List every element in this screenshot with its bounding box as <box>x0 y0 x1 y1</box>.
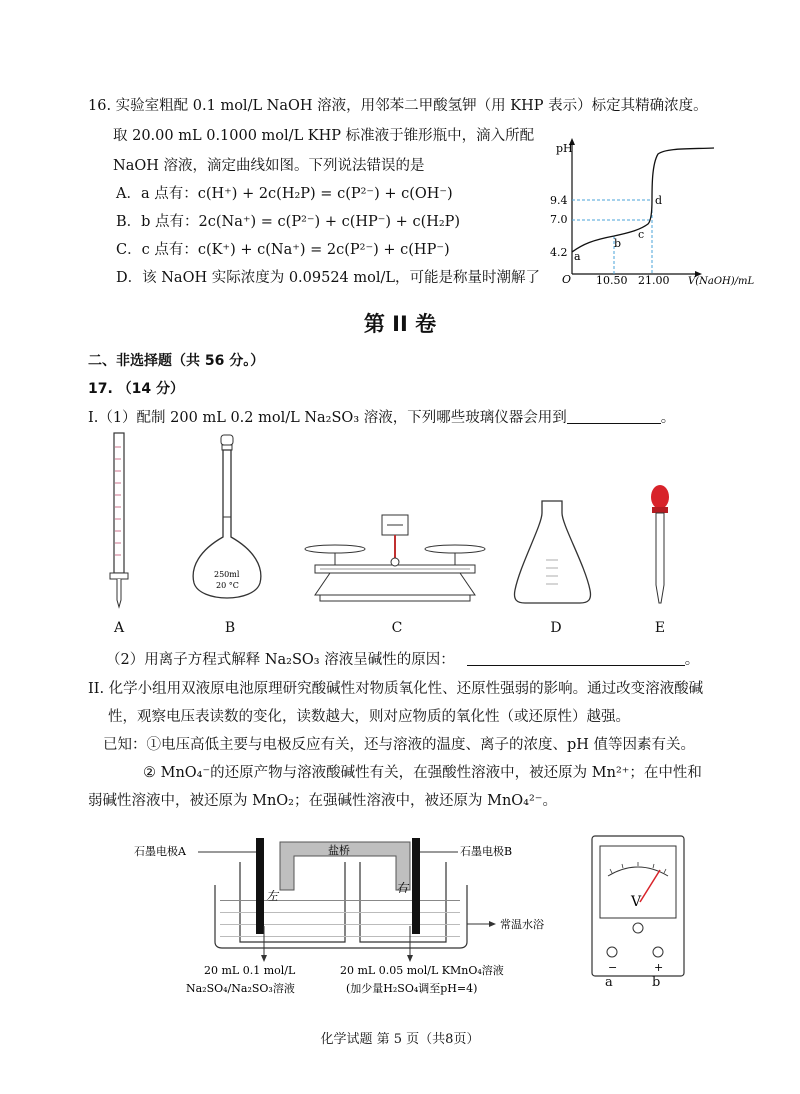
right-sol-arrow <box>407 955 413 962</box>
terminal-a-label: a <box>605 975 613 990</box>
q17-i1-text: I.（1）配制 200 mL 0.2 mol/L Na₂SO₃ 溶液，下列哪些玻璃仪器会用到 <box>88 410 567 426</box>
left-solution-line2: Na₂SO₄/Na₂SO₃溶液 <box>186 982 295 995</box>
point-c: c <box>638 228 645 241</box>
y-tick-7-0: 7.0 <box>550 213 568 226</box>
terminal-plus: + <box>654 961 664 974</box>
x-tick-10-50: 10.50 <box>596 274 628 286</box>
flask-volume-text: 250ml <box>214 570 240 579</box>
flask-temp-text: 20 °C <box>216 581 239 590</box>
q16-stem-line2: 取 20.00 mL 0.1000 mol/L KHP 标准液于锥形瓶中，滴入所配 <box>113 128 535 144</box>
water-bath <box>215 885 467 948</box>
left-sol-arrow <box>261 955 267 962</box>
y-tick-9-4: 9.4 <box>550 194 568 207</box>
x-tick-21-00: 21.00 <box>638 274 670 286</box>
point-d: d <box>655 194 663 207</box>
point-a: a <box>574 250 581 263</box>
terminal-b-knob <box>653 947 663 957</box>
left-solution-line1: 20 mL 0.1 mol/L <box>204 964 296 977</box>
apparatus-label-c: C <box>391 620 403 636</box>
electrode-a-label: 石墨电极A <box>134 845 186 858</box>
q17-i1-line <box>88 406 675 427</box>
part2-title: 第 II 卷 <box>363 312 437 336</box>
terminal-a-knob <box>607 947 617 957</box>
q16-option-d: D．该 NaOH 实际浓度为 0.09524 mol/L，可能是称量时潮解了 <box>116 270 541 286</box>
q17-i1-end: 。 <box>660 410 676 426</box>
voltmeter-symbol: V <box>631 894 642 910</box>
apparatus-label-d: D <box>550 620 562 636</box>
q17-i2-answer-blank[interactable] <box>467 650 685 666</box>
apparatus-label-a: A <box>113 620 125 636</box>
electrode-b <box>412 838 420 934</box>
page-footer: 化学试题 第 5 页（共8页） <box>320 1032 480 1047</box>
apparatus-label-e: E <box>654 620 666 636</box>
left-label: 左 <box>266 889 279 903</box>
electrode-a <box>256 838 264 934</box>
y-tick-4-2: 4.2 <box>550 246 568 259</box>
q17-i2-line <box>106 648 699 669</box>
volumetric-flask-illustration <box>193 435 261 598</box>
q16-stem-line3: NaOH 溶液，滴定曲线如图。下列说法错误的是 <box>113 158 425 174</box>
point-b: b <box>614 237 622 250</box>
q16-option-a: A．a 点有：c(H⁺) + 2c(H₂P) = c(P²⁻) + c(OH⁻) <box>116 186 453 202</box>
voltmeter-illustration <box>588 832 688 992</box>
right-solution-line1: 20 mL 0.05 mol/L KMnO₄溶液 <box>340 964 504 977</box>
q17-i2-text: （2）用离子方程式解释 Na₂SO₃ 溶液呈碱性的原因： <box>106 652 455 668</box>
q17-ii-line1: II. 化学小组用双液原电池原理研究酸碱性对物质氧化性、还原性强弱的影响。通过改变溶液酸碱 <box>88 681 704 697</box>
right-label: 右 <box>396 881 409 895</box>
apparatus-figure <box>90 425 710 630</box>
conical-flask-illustration <box>514 501 590 603</box>
balance-illustration <box>305 515 485 601</box>
burette-illustration <box>110 433 128 607</box>
origin-label: O <box>562 273 572 286</box>
right-solution-line2: (加少量H₂SO₄调至pH=4) <box>346 982 478 995</box>
galvanic-cell-diagram <box>130 830 570 1005</box>
titration-curve-figure <box>548 134 758 286</box>
terminal-b-label: b <box>652 975 661 990</box>
y-axis-label: pH <box>556 142 573 155</box>
q17-i1-answer-blank[interactable] <box>567 408 661 424</box>
electrode-b-label: 石墨电极B <box>460 845 513 858</box>
q17-i2-end: 。 <box>684 652 700 668</box>
dropper-illustration <box>651 485 669 603</box>
terminal-minus: − <box>608 961 618 974</box>
voltmeter-knob <box>633 923 643 933</box>
q17-header: 17. （14 分） <box>88 381 185 397</box>
section2-header: 二、非选择题（共 56 分。） <box>88 353 265 369</box>
bath-arrow <box>489 921 496 927</box>
apparatus-label-b: B <box>224 620 236 636</box>
salt-bridge-label: 盐桥 <box>328 844 350 857</box>
q16-option-c: C．c 点有：c(K⁺) + c(Na⁺) = 2c(P²⁻) + c(HP⁻) <box>116 242 450 258</box>
q17-known2b: 弱碱性溶液中，被还原为 MnO₂；在强碱性溶液中，被还原为 MnO₄²⁻。 <box>88 793 557 809</box>
x-axis-label: V(NaOH)/mL <box>688 276 755 286</box>
q17-known1: 已知：①电压高低主要与电极反应有关，还与溶液的温度、离子的浓度、pH 值等因素有关。 <box>103 737 696 753</box>
q16-option-b: B．b 点有：2c(Na⁺) = c(P²⁻) + c(HP⁻) + c(H₂P) <box>116 214 461 230</box>
q17-ii-line2: 性，观察电压表读数的变化，读数越大，则对应物质的氧化性（或还原性）越强。 <box>108 709 630 725</box>
q17-known2a: ② MnO₄⁻的还原产物与溶液酸碱性有关，在强酸性溶液中，被还原为 Mn²⁺；在中性和 <box>143 765 702 781</box>
q16-stem-line1: 16. 实验室粗配 0.1 mol/L NaOH 溶液，用邻苯二甲酸氢钾（用 KHP 表示）标定其精确浓度。 <box>88 98 708 114</box>
bath-label: 常温水浴 <box>500 918 544 931</box>
